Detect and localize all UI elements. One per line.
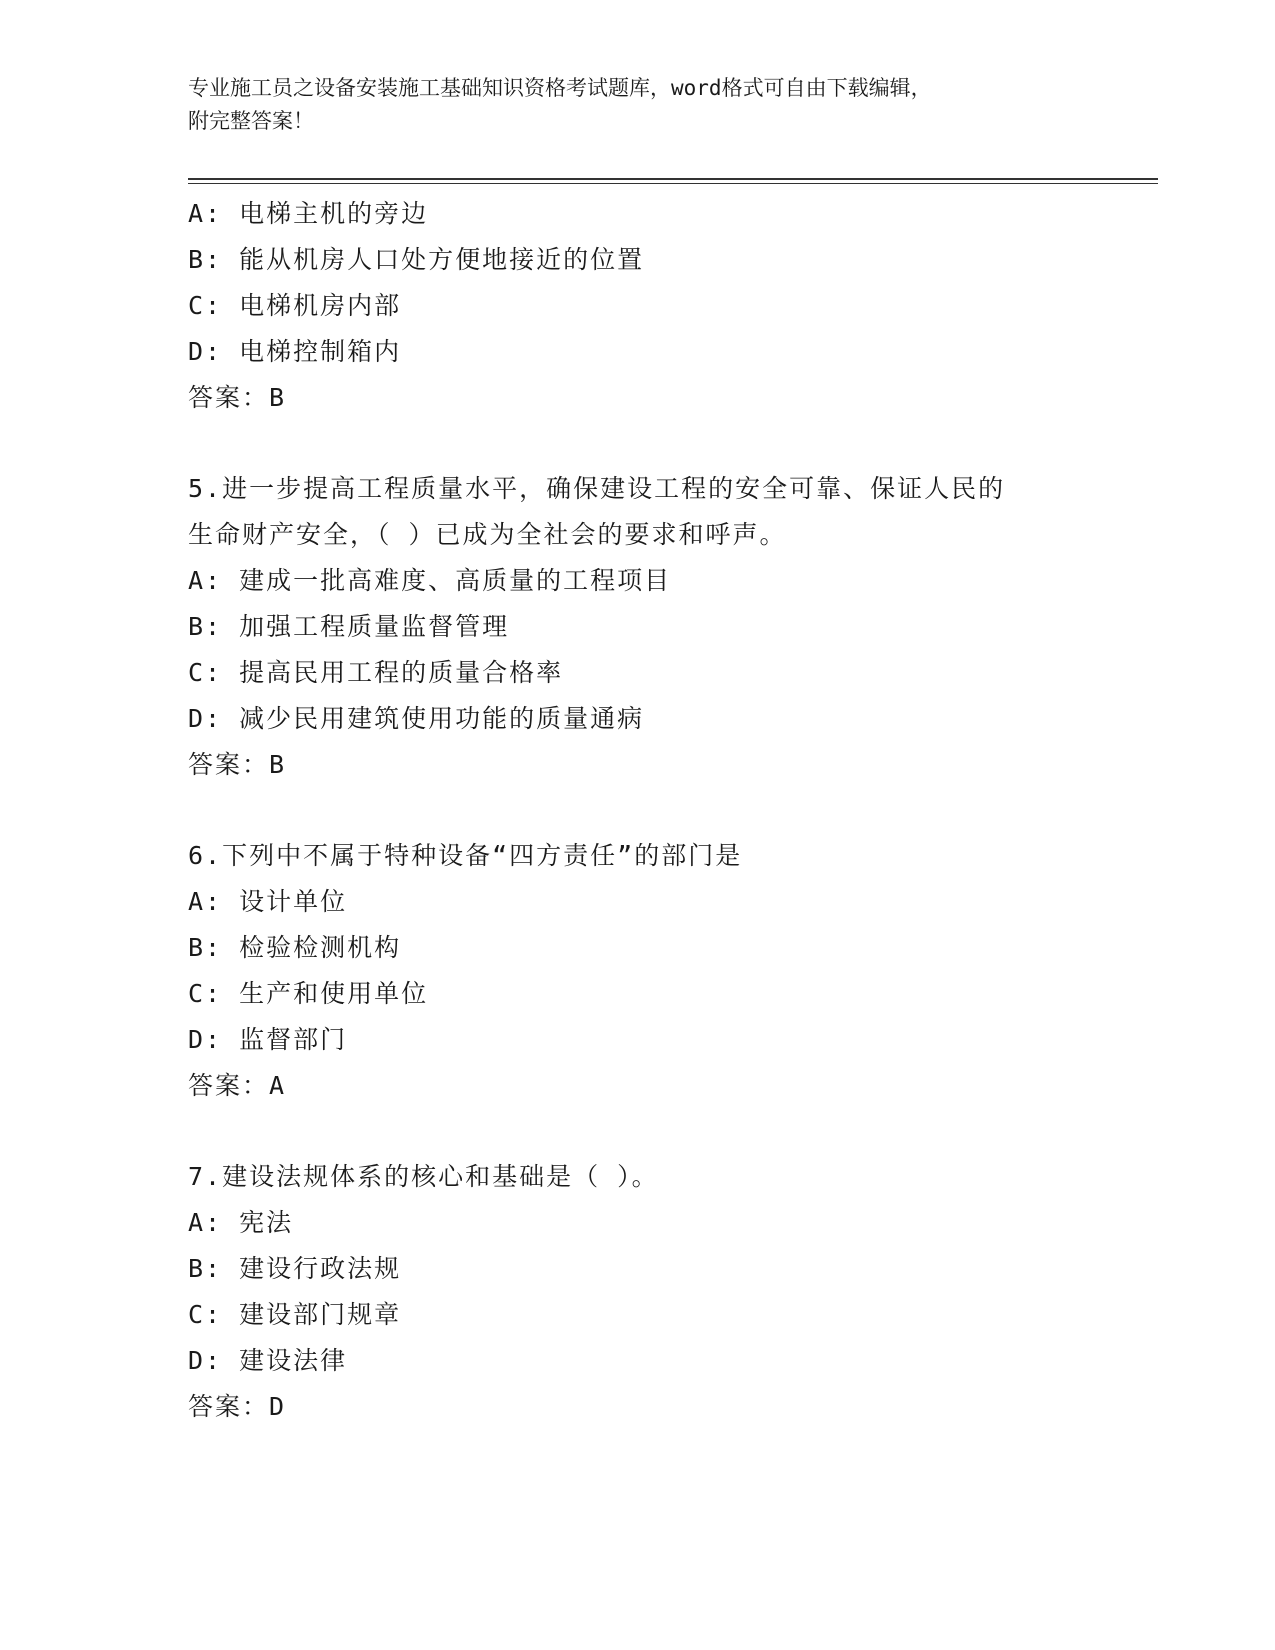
answer-value: B xyxy=(269,750,285,779)
header-line-2: 附完整答案！ xyxy=(188,109,314,133)
document-header xyxy=(188,72,1068,138)
question-6 xyxy=(188,833,1158,1109)
option-d: D: 建设法律 xyxy=(188,1346,348,1375)
option-c: C: 生产和使用单位 xyxy=(188,979,429,1008)
question-stem: 7.建设法规体系的核心和基础是（ ）。 xyxy=(188,1162,659,1191)
option-a: A: 设计单位 xyxy=(188,887,348,916)
option-d: D: 监督部门 xyxy=(188,1025,348,1054)
spacer xyxy=(188,1109,1158,1154)
header-divider-thin xyxy=(188,183,1158,184)
option-a: A: 建成一批高难度、高质量的工程项目 xyxy=(188,566,672,595)
answer-line xyxy=(188,375,1158,421)
answer-value: A xyxy=(269,1071,285,1100)
answer-line xyxy=(188,742,1158,788)
question-stem: 5.进一步提高工程质量水平，确保建设工程的安全可靠、保证人民的 xyxy=(188,474,1006,503)
answer-label: 答案： xyxy=(188,750,270,779)
option-c: C: 提高民用工程的质量合格率 xyxy=(188,658,564,687)
question-stem-continued: 生命财产安全，（ ）已成为全社会的要求和呼声。 xyxy=(188,520,787,549)
option-a: A: 电梯主机的旁边 xyxy=(188,199,429,228)
spacer xyxy=(188,788,1158,833)
option-b: B: 建设行政法规 xyxy=(188,1254,402,1283)
header-line-1: 专业施工员之设备安装施工基础知识资格考试题库，word格式可自由下载编辑， xyxy=(188,76,932,100)
question-5 xyxy=(188,466,1158,788)
answer-value: B xyxy=(269,383,285,412)
option-b: B: 加强工程质量监督管理 xyxy=(188,612,510,641)
answer-line xyxy=(188,1384,1158,1430)
question-list xyxy=(188,191,1158,1430)
option-c: C: 电梯机房内部 xyxy=(188,291,402,320)
answer-label: 答案： xyxy=(188,383,270,412)
question-7 xyxy=(188,1154,1158,1430)
answer-line xyxy=(188,1063,1158,1109)
header-divider-thick xyxy=(188,178,1158,180)
option-d: D: 电梯控制箱内 xyxy=(188,337,402,366)
spacer xyxy=(188,421,1158,466)
option-d: D: 减少民用建筑使用功能的质量通病 xyxy=(188,704,645,733)
question-stem: 6.下列中不属于特种设备“四方责任”的部门是 xyxy=(188,841,743,870)
answer-value: D xyxy=(269,1392,285,1421)
answer-label: 答案： xyxy=(188,1392,270,1421)
answer-label: 答案： xyxy=(188,1071,270,1100)
option-a: A: 宪法 xyxy=(188,1208,294,1237)
option-b: B: 检验检测机构 xyxy=(188,933,402,962)
option-b: B: 能从机房人口处方便地接近的位置 xyxy=(188,245,645,274)
option-c: C: 建设部门规章 xyxy=(188,1300,402,1329)
question-4 xyxy=(188,191,1158,421)
